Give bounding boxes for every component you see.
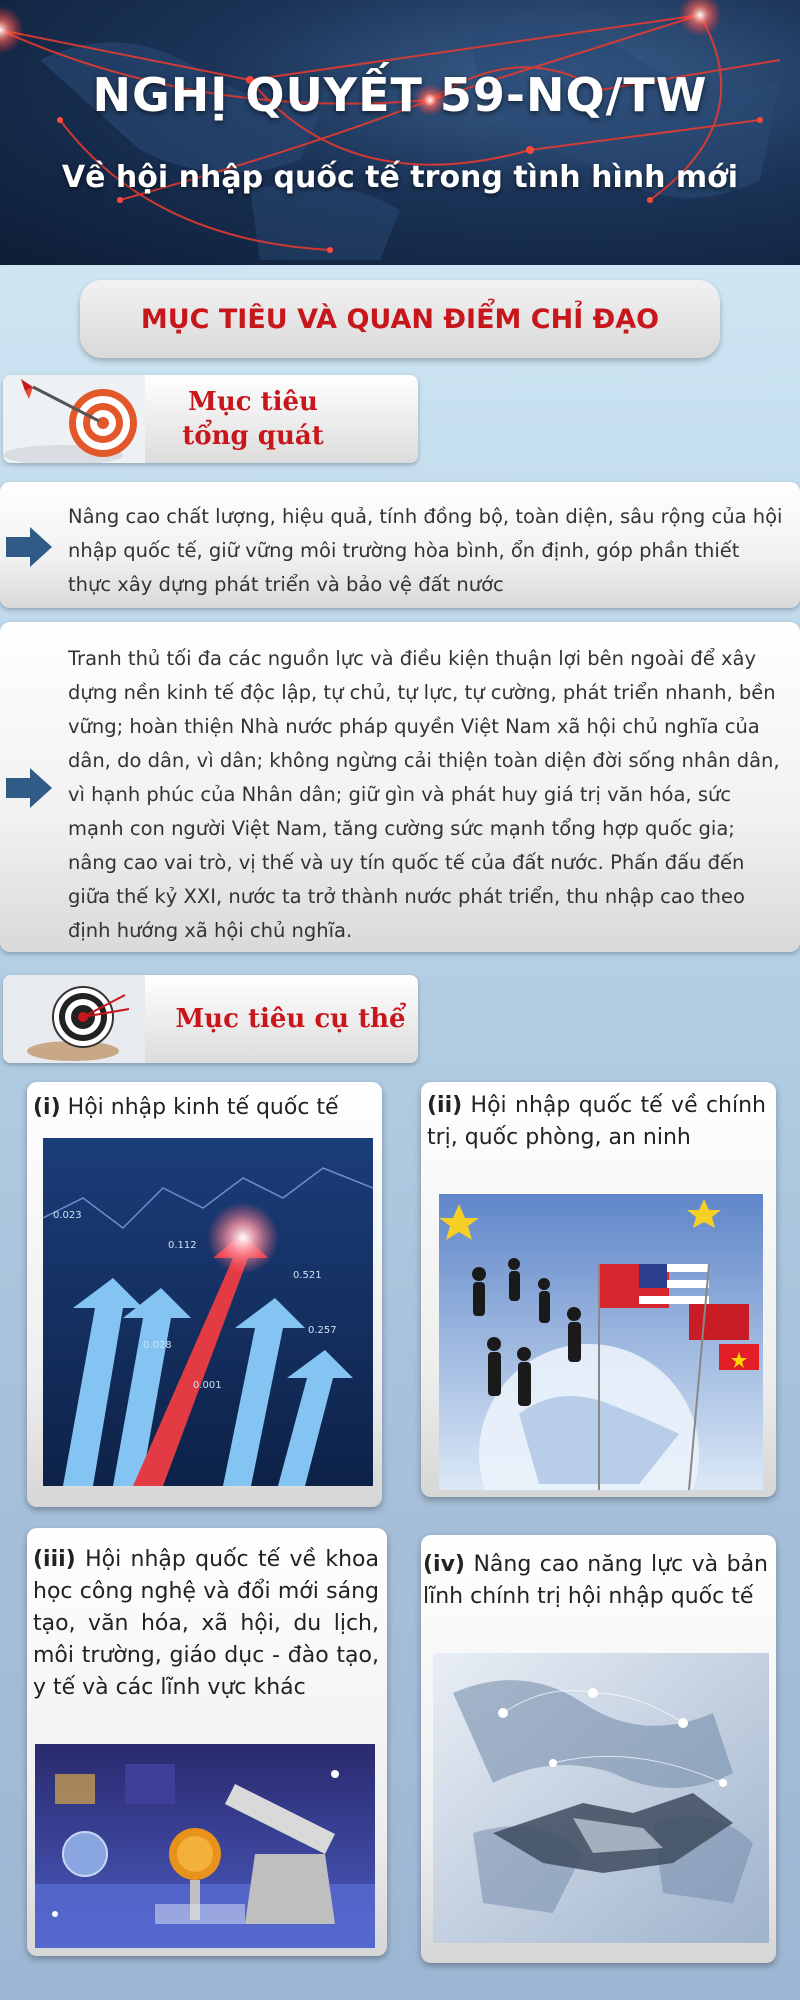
- specific-goal-label: Mục tiêu cụ thể: [175, 1004, 406, 1034]
- panel-4-number: (iv): [423, 1552, 465, 1577]
- general-goal-item-1: [0, 482, 800, 608]
- general-goal-text-2: Tranh thủ tối đa các nguồn lực và điều kiện thuận lợi bên ngoài để xây dựng nền kinh tế độc lập, tự chủ, tự lực, tự cường, phát triển nhanh, bền vững; hoàn thiện Nhà nước pháp quyền Việt Nam xã hội chủ nghĩa của dân, do dân, vì dân; không ngừng cải thiện toàn diện đời sống nhân dân, vì hạnh phúc của Nhân dân; giữ gìn và phát huy giá trị văn hóa, sức mạnh con người Việt Nam, tăng cường sức mạnh tổng hợp quốc gia; nâng cao vai trò, vị thế và uy tín quốc tế của đất nước. Phấn đấu đến giữa thế kỷ XXI, nước ta trở thành nước phát triển, thu nhập cao theo định hướng xã hội chủ nghĩa.: [68, 647, 780, 942]
- panel-1-text: Hội nhập kinh tế quốc tế: [60, 1095, 339, 1120]
- panel-3-text: Hội nhập quốc tế về khoa học công nghệ và đổi mới sáng tạo, văn hóa, xã hội, du lịch, môi trường, giáo dục - đào tạo, y tế và các lĩnh vực khác: [33, 1547, 379, 1700]
- panel-1-number: (i): [33, 1095, 61, 1120]
- svg-text:0.112: 0.112: [168, 1240, 197, 1251]
- target-hand-icon: [3, 975, 145, 1063]
- specific-goal-panel-4: [421, 1535, 776, 1963]
- header-banner: [0, 0, 800, 265]
- general-goal-label-line2: tổng quát: [182, 421, 324, 451]
- svg-text:0.521: 0.521: [293, 1270, 322, 1281]
- general-goal-item-2: [0, 622, 800, 952]
- svg-text:0.001: 0.001: [193, 1380, 222, 1391]
- svg-text:0.028: 0.028: [143, 1340, 172, 1351]
- svg-text:0.257: 0.257: [308, 1325, 337, 1336]
- page-title: NGHỊ QUYẾT 59-NQ/TW: [92, 68, 708, 122]
- arrow-right-icon: [6, 768, 52, 808]
- specific-goal-panel-1: [27, 1082, 382, 1507]
- science-museum-image: [35, 1744, 375, 1948]
- panel-3-number: (iii): [33, 1547, 76, 1572]
- specific-goal-panel-3: [27, 1528, 387, 1956]
- specific-goal-panel-2: [421, 1082, 776, 1497]
- specific-goal-label-card: [3, 975, 418, 1063]
- general-goal-label-card: [3, 375, 418, 463]
- rising-arrows-chart-image: [43, 1138, 373, 1486]
- general-goal-text-1: Nâng cao chất lượng, hiệu quả, tính đồng bộ, toàn diện, sâu rộng của hội nhập quốc tế, giữ vững môi trường hòa bình, ổn định, góp phần thiết thực xây dựng phát triển và bảo vệ đất nước: [68, 505, 783, 596]
- svg-text:0.023: 0.023: [53, 1210, 82, 1221]
- arrow-right-icon: [6, 527, 52, 567]
- section-banner: [80, 280, 720, 358]
- handshake-world-map-image: [433, 1653, 769, 1943]
- page-subtitle: Về hội nhập quốc tế trong tình hình mới: [61, 160, 739, 195]
- network-map-background: [0, 0, 800, 265]
- panel-4-text: Nâng cao năng lực và bản lĩnh chính trị hội nhập quốc tế: [423, 1552, 768, 1609]
- flags-globe-people-image: [439, 1194, 763, 1490]
- dart-target-icon: [3, 375, 145, 463]
- section-title: MỤC TIÊU VÀ QUAN ĐIỂM CHỈ ĐẠO: [140, 303, 660, 335]
- general-goal-label-line1: Mục tiêu: [188, 387, 318, 417]
- panel-2-text: Hội nhập quốc tế về chính trị, quốc phòng, an ninh: [427, 1093, 766, 1150]
- panel-2-number: (ii): [427, 1093, 463, 1118]
